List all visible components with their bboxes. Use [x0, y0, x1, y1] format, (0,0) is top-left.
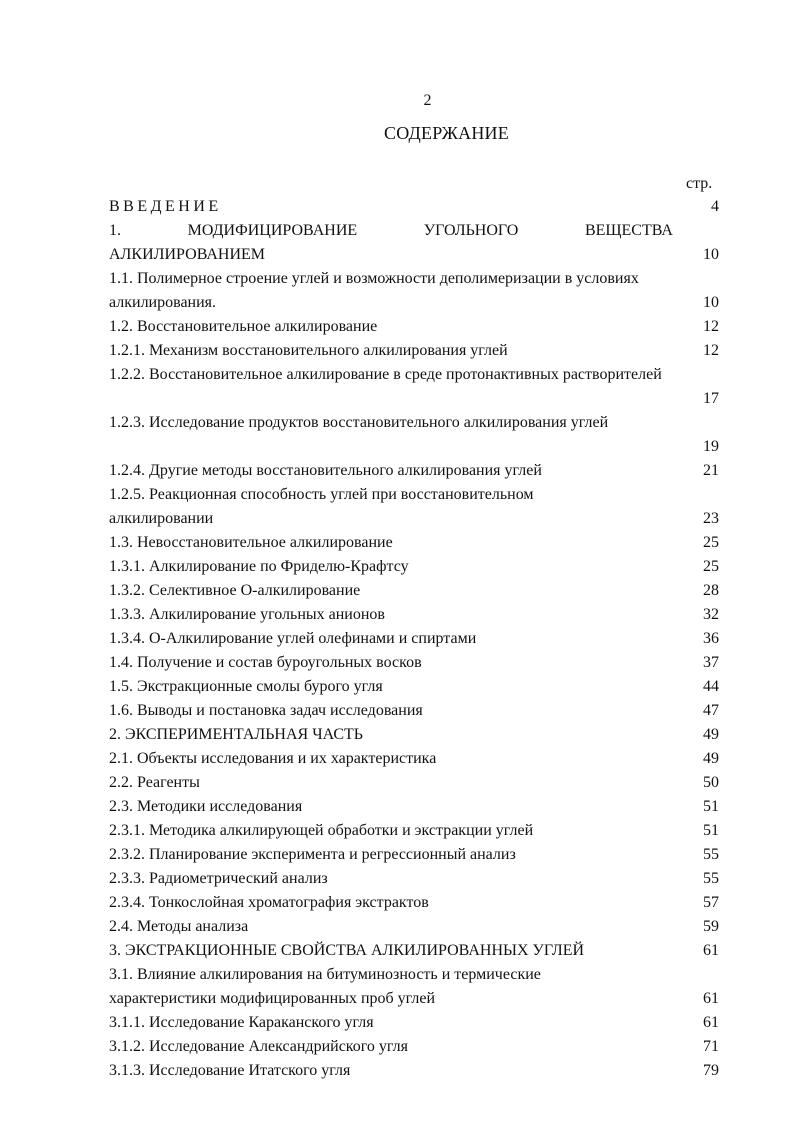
- toc-entry-page: 25: [703, 534, 719, 551]
- toc-entry: [109, 891, 719, 915]
- toc-entry-title: 1.3.3. Алкилирование угольных анионов: [109, 606, 385, 623]
- toc-entry: [109, 867, 719, 891]
- toc-entry-title: 2.3.4. Тонкослойная хроматография экстрактов: [109, 894, 429, 911]
- toc-entry: [109, 627, 719, 651]
- toc-entry-title: 1.3.2. Селективное О-алкилирование: [109, 582, 361, 599]
- toc-entry: [109, 603, 719, 627]
- chapter-1-word: МОДИФИЦИРОВАНИЕ: [187, 222, 358, 239]
- toc-entry-title: 1.5. Экстракционные смолы бурого угля: [109, 678, 383, 695]
- table-of-contents: [109, 195, 719, 1083]
- toc-entry-title: 2.4. Методы анализа: [109, 918, 249, 935]
- toc-entry: [109, 843, 719, 867]
- toc-entry-page: 12: [703, 318, 719, 335]
- toc-items: [109, 267, 719, 1083]
- toc-entry-title: 3. ЭКСТРАКЦИОННЫЕ СВОЙСТВА АЛКИЛИРОВАННЫХ УГЛЕЙ: [109, 942, 585, 959]
- toc-entry-page: 55: [703, 870, 719, 887]
- toc-entry-title: 2.2. Реагенты: [109, 774, 200, 791]
- toc-entry-page: 59: [703, 918, 719, 935]
- toc-entry-page: 32: [703, 606, 719, 623]
- toc-entry-page: 79: [703, 1062, 719, 1079]
- toc-entry: [109, 771, 719, 795]
- toc-entry: [109, 459, 719, 483]
- toc-entry-page: 49: [703, 726, 719, 743]
- toc-entry-title: 1.4. Получение и состав буроугольных восков: [109, 654, 422, 671]
- chapter-1-word: ВЕЩЕСТВА: [584, 222, 673, 239]
- toc-entry-page: 50: [703, 774, 719, 791]
- toc-entry: [109, 819, 719, 843]
- toc-entry-title: 1.2.1. Механизм восстановительного алкилирования углей: [109, 342, 508, 359]
- toc-entry: [109, 1035, 719, 1059]
- toc-entry-page: 47: [703, 702, 719, 719]
- toc-entry: [109, 747, 719, 771]
- toc-entry-page: 61: [703, 990, 719, 1007]
- toc-entry-page: 61: [703, 942, 719, 959]
- chapter-1-number: 1.: [109, 222, 121, 239]
- toc-entry-intro: [109, 195, 719, 219]
- toc-entry-page: 10: [703, 294, 719, 311]
- toc-entry: [109, 675, 719, 699]
- page-number: 2: [423, 92, 432, 109]
- toc-entry: [109, 267, 719, 315]
- toc-entry-title: 1.2.4. Другие методы восстановительного алкилирования углей: [109, 462, 542, 479]
- toc-entry-title: 1.2.2. Восстановительное алкилирование в среде протонактивных растворителей: [109, 366, 662, 383]
- toc-entry-title: 2.3.1. Методика алкилирующей обработки и экстракции углей: [109, 822, 534, 839]
- toc-entry: [109, 651, 719, 675]
- toc-entry-page: 36: [703, 630, 719, 647]
- toc-entry-title: 2.3.3. Радиометрический анализ: [109, 870, 328, 887]
- toc-entry-page: 51: [703, 798, 719, 815]
- toc-entry: [109, 939, 719, 963]
- toc-entry: [109, 339, 719, 363]
- toc-entry-page: 44: [703, 678, 719, 695]
- toc-entry: [109, 555, 719, 579]
- toc-entry-title: 1.2.5. Реакционная способность углей при восстановительном алкилировании: [109, 486, 534, 527]
- toc-entry: [109, 411, 719, 459]
- toc-entry-title: 2.1. Объекты исследования и их характеристика: [109, 750, 437, 767]
- toc-entry-page: 55: [703, 846, 719, 863]
- toc-entry-page: 25: [703, 558, 719, 575]
- toc-entry-title: 1.3. Невосстановительное алкилирование: [109, 534, 393, 551]
- toc-entry: [109, 699, 719, 723]
- toc-entry-title: 1.1. Полимерное строение углей и возможности деполимеризации в условиях алкилирования.: [109, 270, 639, 311]
- toc-entry-page: 37: [703, 654, 719, 671]
- toc-entry-title: 3.1.1. Исследование Караканского угля: [109, 1014, 374, 1031]
- toc-entry: [109, 1011, 719, 1035]
- toc-entry-page: 19: [703, 438, 719, 455]
- toc-entry-title: 1.3.1. Алкилирование по Фриделю-Крафтсу: [109, 558, 409, 575]
- page-column-label: стр.: [686, 175, 713, 192]
- chapter-1-title-line-2: АЛКИЛИРОВАНИЕМ: [109, 246, 266, 263]
- toc-entry: [109, 579, 719, 603]
- toc-entry-title: 3.1.3. Исследование Итатского угля: [109, 1062, 351, 1079]
- toc-entry-page: 51: [703, 822, 719, 839]
- toc-entry: [109, 483, 719, 531]
- toc-entry-title: 1.2.3. Исследование продуктов восстановительного алкилирования углей: [109, 414, 609, 431]
- toc-entry-title: 1.6. Выводы и постановка задач исследования: [109, 702, 423, 719]
- toc-entry: [109, 1059, 719, 1083]
- toc-entry-page: 49: [703, 750, 719, 767]
- toc-entry-title: 3.1.2. Исследование Александрийского угля: [109, 1038, 409, 1055]
- toc-entry-page: 71: [703, 1038, 719, 1055]
- toc-entry: [109, 795, 719, 819]
- toc-entry: [109, 915, 719, 939]
- toc-entry-page: 4: [711, 198, 719, 215]
- chapter-1-title-line-1: [109, 219, 673, 243]
- toc-entry-title: ВВЕДЕНИЕ: [109, 198, 222, 215]
- toc-entry: [109, 315, 719, 339]
- toc-entry-title: [109, 219, 675, 267]
- page-title: СОДЕРЖАНИЕ: [384, 123, 509, 143]
- toc-entry-page: 23: [703, 510, 719, 527]
- toc-entry-page: 21: [703, 462, 719, 479]
- toc-entry-page: 10: [703, 246, 719, 263]
- toc-entry: [109, 963, 719, 1011]
- toc-entry-page: 12: [703, 342, 719, 359]
- toc-entry-chapter-1: [109, 219, 719, 267]
- toc-entry-title: 2.3. Методики исследования: [109, 798, 303, 815]
- toc-entry: [109, 531, 719, 555]
- toc-entry-title: 2.3.2. Планирование эксперимента и регрессионный анализ: [109, 846, 516, 863]
- toc-entry-title: 3.1. Влияние алкилирования на битуминозность и термические характеристики модифицированных проб углей: [109, 966, 541, 1007]
- toc-entry-page: 28: [703, 582, 719, 599]
- toc-entry-title: 1.2. Восстановительное алкилирование: [109, 318, 378, 335]
- chapter-1-word: УГОЛЬНОГО: [423, 222, 519, 239]
- toc-entry-page: 61: [703, 1014, 719, 1031]
- toc-entry-title: 1.3.4. О-Алкилирование углей олефинами и спиртами: [109, 630, 477, 647]
- toc-entry-title: 2. ЭКСПЕРИМЕНТАЛЬНАЯ ЧАСТЬ: [109, 726, 363, 743]
- toc-entry-page: 57: [703, 894, 719, 911]
- toc-entry-page: 17: [703, 390, 719, 407]
- toc-entry: [109, 723, 719, 747]
- toc-entry: [109, 363, 719, 411]
